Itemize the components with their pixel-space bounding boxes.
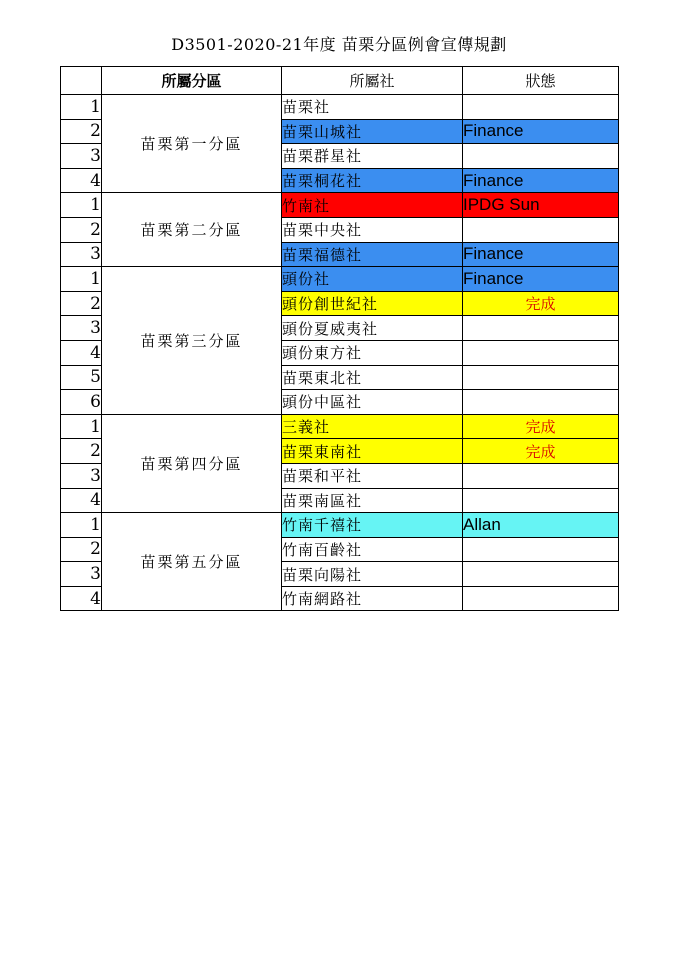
- district-cell: 苗栗第五分區: [102, 513, 282, 611]
- status-cell: 完成: [463, 291, 619, 316]
- status-cell: Finance: [463, 242, 619, 267]
- club-name: 頭份中區社: [282, 390, 463, 415]
- club-name: 苗栗社: [282, 95, 463, 120]
- district-cell: 苗栗第一分區: [102, 95, 282, 193]
- club-name: 頭份社: [282, 267, 463, 292]
- row-number: 5: [61, 365, 102, 390]
- club-name: 竹南社: [282, 193, 463, 218]
- header-district: 所屬分區: [102, 67, 282, 95]
- status-cell: Allan: [463, 513, 619, 538]
- club-name: 苗栗桐花社: [282, 168, 463, 193]
- club-name: 苗栗東北社: [282, 365, 463, 390]
- club-name: 苗栗向陽社: [282, 562, 463, 587]
- club-name: 苗栗福德社: [282, 242, 463, 267]
- status-cell: 完成: [463, 414, 619, 439]
- row-number: 3: [61, 144, 102, 169]
- club-name: 竹南百齡社: [282, 537, 463, 562]
- table-row: [61, 193, 619, 218]
- table-row: [61, 95, 619, 120]
- district-cell: 苗栗第二分區: [102, 193, 282, 267]
- club-name: 頭份夏威夷社: [282, 316, 463, 341]
- status-cell: [463, 365, 619, 390]
- header-club: 所屬社: [282, 67, 463, 95]
- status-cell: [463, 316, 619, 341]
- club-name: 苗栗中央社: [282, 217, 463, 242]
- status-cell: [463, 562, 619, 587]
- row-number: 6: [61, 390, 102, 415]
- row-number: 3: [61, 242, 102, 267]
- club-name: 苗栗群星社: [282, 144, 463, 169]
- row-number: 4: [61, 586, 102, 611]
- status-cell: Finance: [463, 168, 619, 193]
- status-cell: IPDG Sun: [463, 193, 619, 218]
- status-cell: [463, 488, 619, 513]
- club-name: 三義社: [282, 414, 463, 439]
- district-cell: 苗栗第四分區: [102, 414, 282, 512]
- header-status: 狀態: [463, 67, 619, 95]
- status-cell: 完成: [463, 439, 619, 464]
- status-cell: [463, 340, 619, 365]
- row-number: 1: [61, 267, 102, 292]
- row-number: 4: [61, 340, 102, 365]
- row-number: 1: [61, 513, 102, 538]
- status-cell: [463, 463, 619, 488]
- row-number: 3: [61, 316, 102, 341]
- club-name: 頭份東方社: [282, 340, 463, 365]
- row-number: 1: [61, 95, 102, 120]
- district-cell: 苗栗第三分區: [102, 267, 282, 415]
- header-number: [61, 67, 102, 95]
- status-cell: [463, 390, 619, 415]
- club-name: 竹南千禧社: [282, 513, 463, 538]
- status-cell: [463, 144, 619, 169]
- status-cell: Finance: [463, 267, 619, 292]
- row-number: 3: [61, 562, 102, 587]
- row-number: 4: [61, 488, 102, 513]
- status-cell: [463, 537, 619, 562]
- row-number: 2: [61, 119, 102, 144]
- status-cell: [463, 217, 619, 242]
- header-row: [61, 67, 619, 95]
- club-name: 苗栗東南社: [282, 439, 463, 464]
- status-cell: Finance: [463, 119, 619, 144]
- row-number: 4: [61, 168, 102, 193]
- row-number: 2: [61, 217, 102, 242]
- table-row: [61, 513, 619, 538]
- club-status-table: [60, 66, 619, 611]
- row-number: 1: [61, 193, 102, 218]
- status-cell: [463, 586, 619, 611]
- table-row: [61, 267, 619, 292]
- club-name: 苗栗和平社: [282, 463, 463, 488]
- row-number: 2: [61, 439, 102, 464]
- row-number: 3: [61, 463, 102, 488]
- club-name: 頭份創世紀社: [282, 291, 463, 316]
- row-number: 2: [61, 537, 102, 562]
- row-number: 2: [61, 291, 102, 316]
- row-number: 1: [61, 414, 102, 439]
- club-name: 苗栗山城社: [282, 119, 463, 144]
- club-name: 竹南網路社: [282, 586, 463, 611]
- status-cell: [463, 95, 619, 120]
- document-title: D3501-2020-21年度 苗栗分區例會宣傳規劃: [171, 35, 507, 54]
- club-name: 苗栗南區社: [282, 488, 463, 513]
- table-row: [61, 414, 619, 439]
